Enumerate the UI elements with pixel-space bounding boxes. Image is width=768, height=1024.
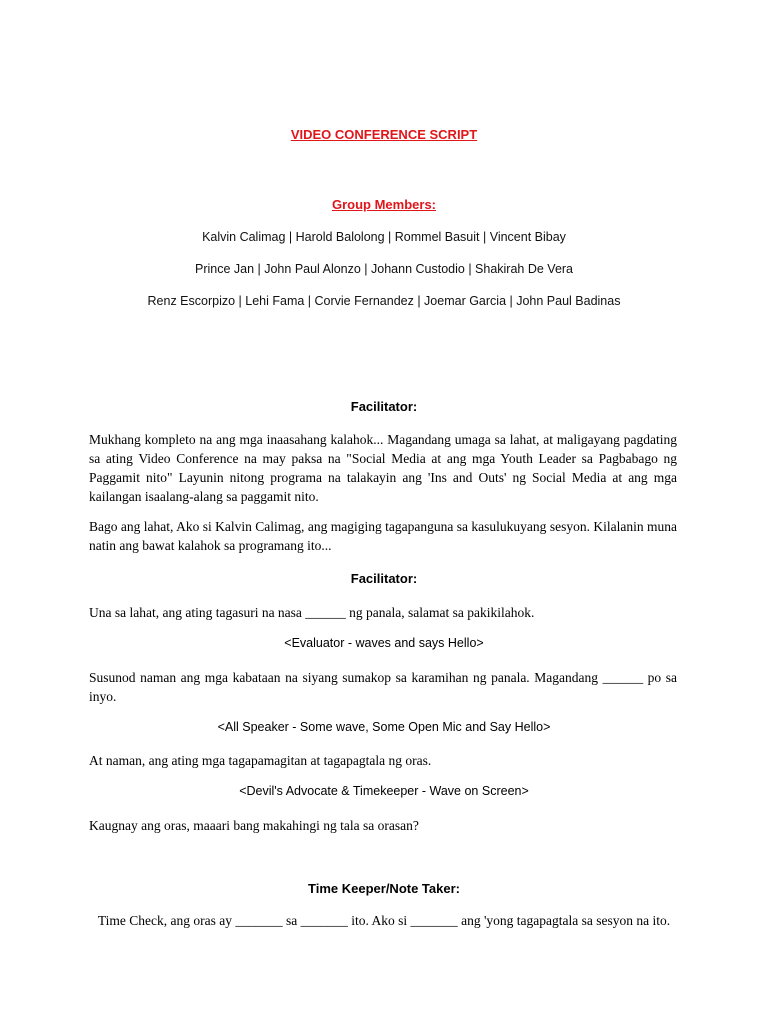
paragraph-youth: Susunod naman ang mga kabataan na siyang sumakop sa karamihan ng panala. Magandang ______ po sa inyo.: [89, 670, 677, 704]
cue-evaluator: <Evaluator - waves and says Hello>: [284, 636, 484, 650]
members-line-1: Kalvin Calimag | Harold Balolong | Rommel Basuit | Vincent Bibay: [202, 230, 566, 244]
paragraph-self-intro: Bago ang lahat, Ako si Kalvin Calimag, ang magiging tagapanguna sa kasulukuyang sesyon. Kilalanin muna natin ang bawat kalahok sa programang ito...: [89, 519, 677, 553]
paragraph-intro: Mukhang kompleto na ang mga inaasahang kalahok... Magandang umaga sa lahat, at maligayang pagdating sa ating Video Conference na may paksa na "Social Media at ang mga Youth Leader sa Pagbabago ng Paggamit nito" Layunin nitong programa na talakayin ang 'Ins and Outs' ng Social Media at ang mga kailangan isaalang-alang sa paggamit nito.: [89, 432, 677, 504]
paragraph-time-check: Time Check, ang oras ay _______ sa _______ ito. Ako si _______ ang 'yong tagapagtala sa sesyon na ito.: [97, 913, 671, 928]
members-line-2: Prince Jan | John Paul Alonzo | Johann Custodio | Shakirah De Vera: [194, 262, 574, 276]
paragraph-time-request: Kaugnay ang oras, maaari bang makahingi ng tala sa orasan?: [89, 818, 419, 833]
group-members-heading: Group Members:: [331, 197, 436, 212]
paragraph-evaluator: Una sa lahat, ang ating tagasuri na nasa ______ ng panala, salamat sa pakikilahok.: [89, 605, 535, 620]
cue-all-speaker: <All Speaker - Some wave, Some Open Mic and Say Hello>: [217, 720, 551, 734]
document-title: VIDEO CONFERENCE SCRIPT: [290, 127, 478, 142]
members-line-3: Renz Escorpizo | Lehi Fama | Corvie Fernandez | Joemar Garcia | John Paul Badinas: [147, 294, 621, 308]
timekeeper-heading: Time Keeper/Note Taker:: [308, 881, 460, 896]
paragraph-moderators: At naman, ang ating mga tagapamagitan at tagapagtala ng oras.: [89, 753, 432, 768]
facilitator-heading-2: Facilitator:: [350, 571, 418, 586]
cue-devils-advocate: <Devil's Advocate & Timekeeper - Wave on Screen>: [239, 784, 529, 798]
facilitator-heading-1: Facilitator:: [350, 399, 418, 414]
